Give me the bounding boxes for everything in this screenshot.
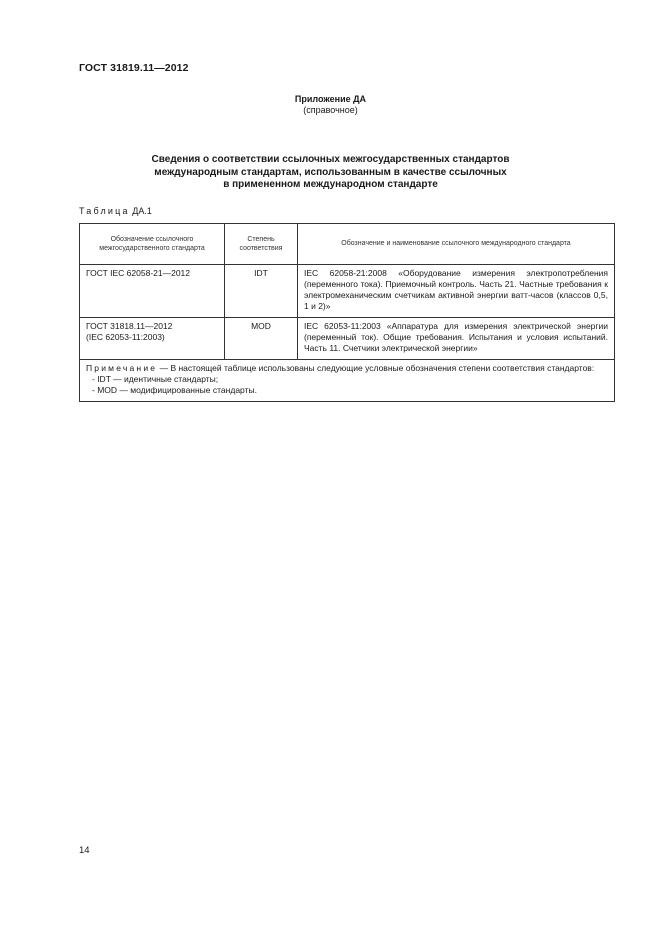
header-degree: Степень соответствия: [225, 224, 298, 265]
table-row: [80, 265, 615, 318]
standard-line: ГОСТ IEC 62058-21—2012: [86, 268, 191, 278]
header-standard: Обозначение ссылочного межгосударственного стандарта: [80, 224, 225, 265]
standards-table: [79, 223, 615, 402]
header-intl-standard: Обозначение и наименование ссылочного международного стандарта: [298, 224, 615, 265]
cell-intl-standard: IEC 62058-21:2008 «Оборудование измерения электропотребления (переменного тока). Приемочный контроль. Часть 21. Частные требования к электромеханическим счетчикам активной энергии ватт-часов (классов 0,5, 1 и 2)»: [298, 265, 615, 318]
standard-line: (IEC 62053-11:2003): [86, 332, 165, 342]
cell-degree: IDT: [225, 265, 298, 318]
table-note: [80, 360, 615, 402]
table-caption-label: Таблица: [79, 206, 130, 216]
note-text: [86, 363, 608, 374]
page-number: 14: [79, 845, 90, 856]
cell-standard: [80, 265, 225, 318]
table-note-row: [80, 360, 615, 402]
section-title-line: Сведения о соответствии ссылочных межгосударственных стандартов: [151, 154, 510, 165]
document-code: ГОСТ 31819.11—2012: [79, 62, 189, 74]
appendix-subtitle: (справочное): [303, 105, 358, 115]
table-caption-number: ДА.1: [132, 206, 152, 216]
appendix-title: Приложение ДА: [294, 94, 367, 104]
section-title-line: в примененном международном стандарте: [223, 179, 438, 190]
note-item: - IDT — идентичные стандарты;: [92, 374, 219, 384]
cell-degree: MOD: [225, 318, 298, 360]
table-header-row: [80, 224, 615, 265]
standard-line: ГОСТ 31818.11—2012: [86, 321, 173, 331]
note-label: Примечание: [86, 363, 158, 373]
table-row: [80, 318, 615, 360]
note-body: — В настоящей таблице использованы следующие условные обозначения степени соответствия стандартов:: [159, 363, 595, 373]
table-caption: [79, 206, 152, 216]
cell-standard: [80, 318, 225, 360]
cell-intl-standard: IEC 62053-11:2003 «Аппаратура для измерения электрической энергии (переменный ток). Общие требования. Испытания и условия испытаний. Часть 11. Счетчики электрической энергии»: [298, 318, 615, 360]
section-title-line: международным стандартам, использованным в качестве ссылочных: [154, 166, 507, 178]
section-title: [0, 154, 661, 192]
note-item: - MOD — модифицированные стандарты.: [92, 385, 257, 395]
